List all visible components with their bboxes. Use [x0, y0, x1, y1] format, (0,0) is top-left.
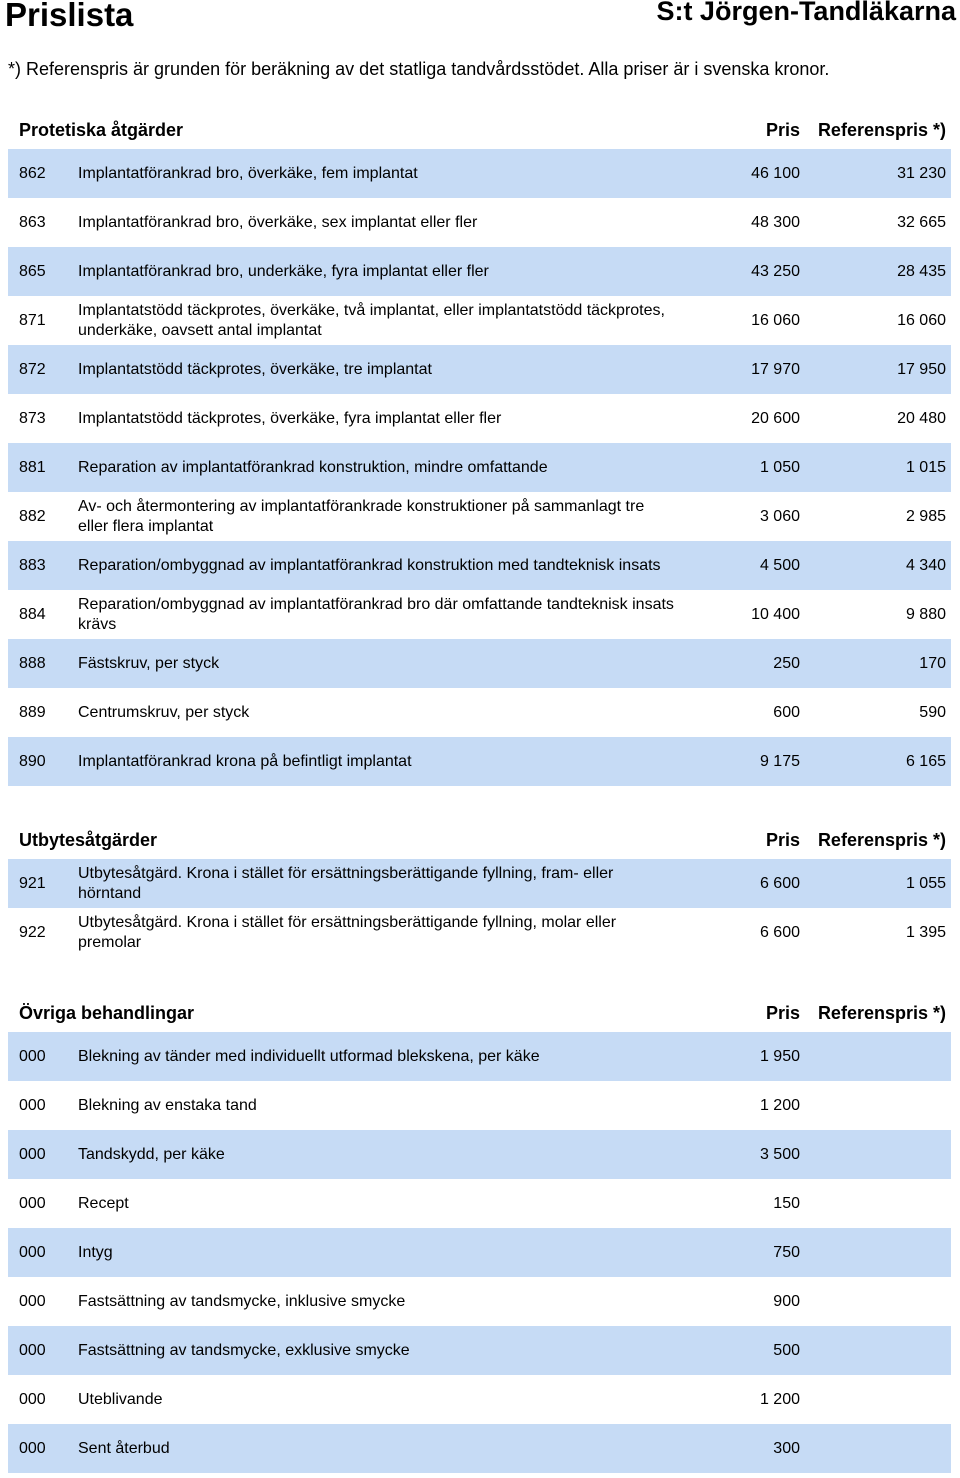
procedure-code: 882: [19, 507, 46, 525]
procedure-code: 863: [19, 213, 46, 231]
table-row: [8, 737, 951, 786]
procedure-description: Fästskruv, per styck: [78, 654, 220, 672]
reference-price-value: 4 340: [905, 556, 946, 574]
reference-price-value: 16 060: [897, 311, 946, 329]
price-value: 750: [773, 1243, 800, 1261]
section-title: Utbytesåtgärder: [19, 830, 158, 850]
table-row: [8, 1179, 951, 1228]
price-value: 300: [773, 1439, 800, 1457]
procedure-description: Recept: [78, 1194, 129, 1212]
table-row: [8, 247, 951, 296]
procedure-description: Centrumskruv, per styck: [78, 703, 250, 721]
price-value: 43 250: [751, 262, 800, 280]
procedure-code: 000: [19, 1390, 46, 1408]
procedure-code: 922: [19, 923, 46, 941]
procedure-description: Implantatförankrad bro, underkäke, fyra implantat eller fler: [78, 262, 489, 280]
procedure-description: Tandskydd, per käke: [78, 1145, 225, 1163]
table-row: [8, 149, 951, 198]
price-column-header: Pris: [765, 1003, 800, 1023]
table-row: [8, 1032, 951, 1081]
table-row: [8, 541, 951, 590]
table-row: [8, 688, 951, 737]
procedure-description: Blekning av tänder med individuellt utformad blekskena, per käke: [78, 1047, 540, 1065]
reference-price-value: 6 165: [905, 752, 946, 770]
reference-price-value: 1 015: [905, 458, 946, 476]
table-row: [8, 1326, 951, 1375]
table-row: [8, 1375, 951, 1424]
price-value: 1 950: [759, 1047, 800, 1065]
reference-price-value: 32 665: [897, 213, 946, 231]
procedure-code: 000: [19, 1439, 46, 1457]
procedure-code: 889: [19, 703, 46, 721]
price-value: 10 400: [751, 605, 800, 623]
procedure-code: 000: [19, 1096, 46, 1114]
table-row: [8, 639, 951, 688]
price-table: [8, 859, 951, 957]
price-value: 4 500: [759, 556, 800, 574]
procedure-description: Reparation/ombyggnad av implantatförankrad konstruktion med tandteknisk insats: [78, 556, 661, 574]
procedure-code: 000: [19, 1145, 46, 1163]
reference-price-value: 170: [919, 654, 946, 672]
reference-price-value: 31 230: [897, 164, 946, 182]
price-value: 250: [773, 654, 800, 672]
table-row: [8, 1424, 951, 1473]
procedure-code: 883: [19, 556, 46, 574]
procedure-code: 000: [19, 1047, 46, 1065]
reference-price-column-header: Referenspris *): [817, 120, 946, 140]
price-value: 6 600: [759, 874, 800, 892]
reference-price-column-header: Referenspris *): [817, 830, 946, 850]
procedure-description: Implantatförankrad bro, överkäke, fem implantat: [78, 164, 418, 182]
price-value: 600: [773, 703, 800, 721]
price-value: 3 060: [759, 507, 800, 525]
procedure-code: 000: [19, 1243, 46, 1261]
price-value: 16 060: [751, 311, 800, 329]
price-value: 1 200: [759, 1390, 800, 1408]
procedure-description: Reparation av implantatförankrad konstruktion, mindre omfattande: [78, 458, 548, 476]
procedure-description: Sent återbud: [78, 1439, 170, 1457]
section-ovriga-behandlingar: [8, 992, 951, 1473]
price-value: 1 200: [759, 1096, 800, 1114]
table-row: [8, 1277, 951, 1326]
reference-price-value: 590: [919, 703, 946, 721]
table-row: [8, 590, 951, 639]
table-row: [8, 859, 951, 908]
procedure-description: Implantatförankrad bro, överkäke, sex implantat eller fler: [78, 213, 478, 231]
section-header: [8, 992, 951, 1032]
price-value: 500: [773, 1341, 800, 1359]
section-header: [8, 109, 951, 149]
reference-price-value: 1 055: [905, 874, 946, 892]
table-row: [8, 394, 951, 443]
procedure-code: 865: [19, 262, 46, 280]
procedure-description: Fastsättning av tandsmycke, exklusive smycke: [78, 1341, 410, 1359]
price-table: [8, 149, 951, 786]
reference-price-value: 17 950: [897, 360, 946, 378]
procedure-description: Av- och återmontering av implantatförankrade konstruktioner på sammanlagt tre eller flera implantat: [78, 497, 645, 535]
procedure-code: 000: [19, 1194, 46, 1212]
procedure-code: 000: [19, 1341, 46, 1359]
table-row: [8, 492, 951, 541]
procedure-description: Blekning av enstaka tand: [78, 1096, 257, 1114]
reference-price-note: *) Referenspris är grunden för beräkning av det statliga tandvårdsstödet. Alla priser är i svenska kronor.: [8, 59, 830, 79]
procedure-description: Implantatförankrad krona på befintligt implantat: [78, 752, 412, 770]
reference-price-value: 1 395: [905, 923, 946, 941]
price-value: 46 100: [751, 164, 800, 182]
section-protetiska-atgarder: [8, 109, 951, 786]
table-row: [8, 908, 951, 957]
price-value: 48 300: [751, 213, 800, 231]
price-value: 3 500: [759, 1145, 800, 1163]
procedure-description: Reparation/ombyggnad av implantatförankrad bro där omfattande tandteknisk insats krävs: [78, 595, 674, 633]
procedure-description: Fastsättning av tandsmycke, inklusive smycke: [78, 1292, 406, 1310]
procedure-code: 888: [19, 654, 46, 672]
procedure-description: Utbytesåtgärd. Krona i stället för ersättningsberättigande fyllning, molar eller premolar: [78, 913, 617, 951]
section-utbytesatgarder: [8, 819, 951, 957]
reference-price-column-header: Referenspris *): [817, 1003, 946, 1023]
procedure-description: Implantatstödd täckprotes, överkäke, tre implantat: [78, 360, 432, 378]
clinic-name: S:t Jörgen-Tandläkarna: [656, 0, 956, 26]
price-value: 17 970: [751, 360, 800, 378]
procedure-description: Implantatstödd täckprotes, överkäke, två implantat, eller implantatstödd täckprotes, underkäke, oavsett antal implantat: [78, 301, 665, 339]
price-value: 9 175: [759, 752, 800, 770]
reference-price-value: 2 985: [905, 507, 946, 525]
price-value: 20 600: [751, 409, 800, 427]
table-row: [8, 1130, 951, 1179]
procedure-code: 921: [19, 874, 46, 892]
price-column-header: Pris: [765, 830, 800, 850]
table-row: [8, 443, 951, 492]
procedure-description: Intyg: [78, 1243, 113, 1261]
procedure-description: Uteblivande: [78, 1390, 163, 1408]
reference-price-value: 28 435: [897, 262, 946, 280]
section-header: [8, 819, 951, 859]
procedure-code: 000: [19, 1292, 46, 1310]
table-row: [8, 1228, 951, 1277]
procedure-code: 884: [19, 605, 46, 623]
procedure-code: 862: [19, 164, 46, 182]
reference-price-value: 9 880: [905, 605, 946, 623]
procedure-code: 871: [19, 311, 46, 329]
reference-price-value: 20 480: [897, 409, 946, 427]
section-title: Övriga behandlingar: [19, 1003, 195, 1023]
page-title: Prislista: [5, 0, 134, 33]
price-table: [8, 1032, 951, 1473]
procedure-description: Implantatstödd täckprotes, överkäke, fyra implantat eller fler: [78, 409, 502, 427]
table-row: [8, 1081, 951, 1130]
price-value: 150: [773, 1194, 800, 1212]
table-row: [8, 345, 951, 394]
procedure-code: 873: [19, 409, 46, 427]
price-column-header: Pris: [765, 120, 800, 140]
procedure-code: 881: [19, 458, 46, 476]
table-row: [8, 296, 951, 345]
price-value: 900: [773, 1292, 800, 1310]
procedure-code: 872: [19, 360, 46, 378]
table-row: [8, 198, 951, 247]
procedure-description: Utbytesåtgärd. Krona i stället för ersättningsberättigande fyllning, fram- eller hörntand: [78, 864, 614, 902]
price-value: 6 600: [759, 923, 800, 941]
price-value: 1 050: [759, 458, 800, 476]
procedure-code: 890: [19, 752, 46, 770]
section-title: Protetiska åtgärder: [19, 120, 184, 140]
